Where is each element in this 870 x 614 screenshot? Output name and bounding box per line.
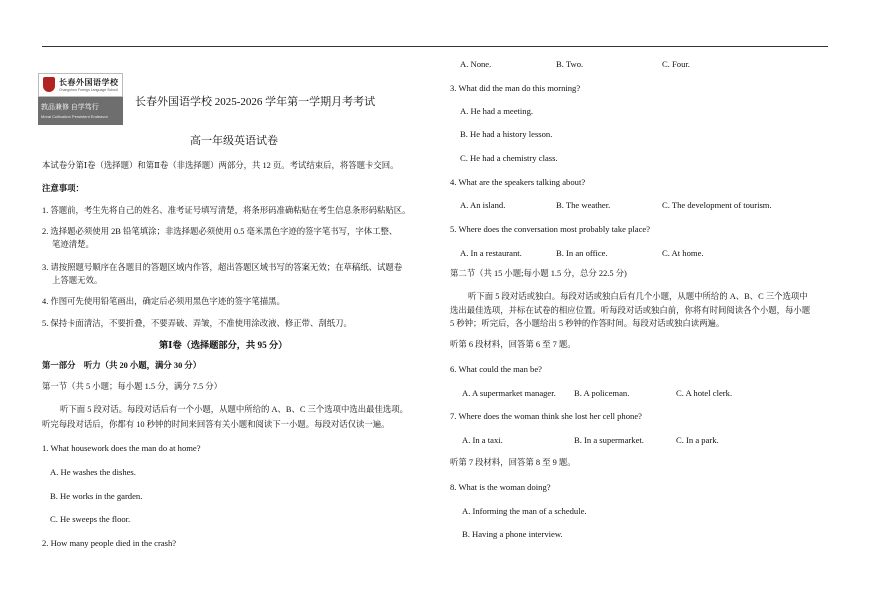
option-c: C. He had a chemistry class. [460,153,558,163]
logo-motto-english: Moral Cultivation Persistent Endeavor [41,114,108,119]
section1-title: 第一节（共 5 小题；每小题 1.5 分，满分 7.5 分） [42,382,223,391]
note-item: 上答题无效。 [52,276,103,285]
option-c: C. He sweeps the floor. [50,514,131,524]
option-b: B. A policeman. [574,388,630,398]
header-rule [42,46,828,47]
option-c: C. At home. [662,248,704,258]
logo-school-english: Changchun Foreign Language School [59,88,118,92]
option-b: B. Two. [556,59,584,69]
question-stem: 2. How many people died in the crash? [42,538,177,548]
option-b: B. He had a history lesson. [460,129,553,139]
section1-instruction: 听完每段对话后，你都有 10 秒钟的时间来回答有关小题和阅读下一小题。每段对话仅读一遍。 [42,420,390,429]
option-a: A. A supermarket manager. [462,388,556,398]
note-item: 1. 答题前，考生先将自己的姓名、准考证号填写清楚，将条形码准确粘贴在考生信息条形码粘贴区。 [42,206,411,215]
question-stem: 1. What housework does the man do at home? [42,443,201,453]
section2-title: 第二节（共 15 小题;每小题 1.5 分，总分 22.5 分) [450,269,627,278]
question-stem: 5. Where does the conversation most probably take place? [450,224,651,234]
option-a: A. An island. [460,200,506,210]
question-stem: 3. What did the man do this morning? [450,83,581,93]
logo-motto: 敦品兼修 自学笃行 [41,103,99,111]
option-b: B. In a supermarket. [574,435,644,445]
option-b: B. He works in the garden. [50,491,143,501]
note-item: 2. 选择题必须使用 2B 铅笔填涂；非选择题必须使用 0.5 毫米黑色字迹的签字笔书写，字体工整、 [42,227,398,236]
question-stem: 6. What could the man be? [450,364,542,374]
question-stem: 4. What are the speakers talking about? [450,177,586,187]
option-a: A. In a taxi. [462,435,503,445]
section2-instruction: 5 秒钟；听完后，各小题给出 5 秒钟的作答时间。每段对话或独白读两遍。 [450,319,725,328]
school-logo [38,73,123,125]
section2-instruction: 选出最佳选项，并标在试卷的相应位置。听每段对话或独白前，你将有时间阅读各个小题，每小题 [450,306,811,315]
question-stem: 8. What is the woman doing? [450,482,551,492]
option-c: C. In a park. [676,435,719,445]
note-item: 4. 作图可先使用铅笔画出，确定后必须用黑色字迹的签字笔描黑。 [42,297,285,306]
option-a: A. Informing the man of a schedule. [462,506,587,516]
option-b: B. Having a phone interview. [462,529,563,539]
option-b: B. In an office. [556,248,608,258]
option-a: A. In a restaurant. [460,248,522,258]
option-a: A. He washes the dishes. [50,467,136,477]
volume1-title: 第Ⅰ卷（选择题部分，共 95 分） [159,340,288,350]
material-note: 听第 6 段材料，回答第 6 至 7 题。 [450,340,576,349]
part1-title: 第一部分 听力（共 20 小题，满分 30 分） [42,361,202,370]
question-stem: 7. Where does the woman think she lost her cell phone? [450,411,642,421]
option-c: C. Four. [662,59,690,69]
note-item: 5. 保持卡面清洁，不要折叠，不要弄破、弄皱，不准使用涂改液、修正带、刮纸刀。 [42,319,352,328]
option-a: A. He had a meeting. [460,106,534,116]
option-b: B. The weather. [556,200,611,210]
option-c: C. A hotel clerk. [676,388,733,398]
notes-title: 注意事项： [42,184,84,193]
option-a: A. None. [460,59,492,69]
section2-instruction: 听下面 5 段对话或独白。每段对话或独白后有几个小题，从题中所给的 A、B、C 三个选项中 [468,292,808,301]
school-crest-icon [43,77,55,92]
section1-instruction: 听下面 5 段对话。每段对话后有一个小题，从题中所给的 A、B、C 三个选项中选出最佳选项。 [60,405,409,414]
option-c: C. The development of tourism. [662,200,772,210]
note-item: 笔迹清楚。 [52,240,94,249]
material-note: 听第 7 段材料，回答第 8 至 9 题。 [450,458,576,467]
exam-title: 长春外国语学校 2025-2026 学年第一学期月考考试 [135,96,376,108]
logo-school-name: 长春外国语学校 [59,78,119,87]
exam-subtitle: 高一年级英语试卷 [190,135,278,147]
exam-intro: 本试卷分第Ⅰ卷（选择题）和第Ⅱ卷（非选择题）两部分，共 12 页。考试结束后，将答题卡交回。 [42,161,399,170]
note-item: 3. 请按照题号顺序在各题目的答题区域内作答，超出答题区域书写的答案无效；在草稿纸、试题卷 [42,263,403,272]
